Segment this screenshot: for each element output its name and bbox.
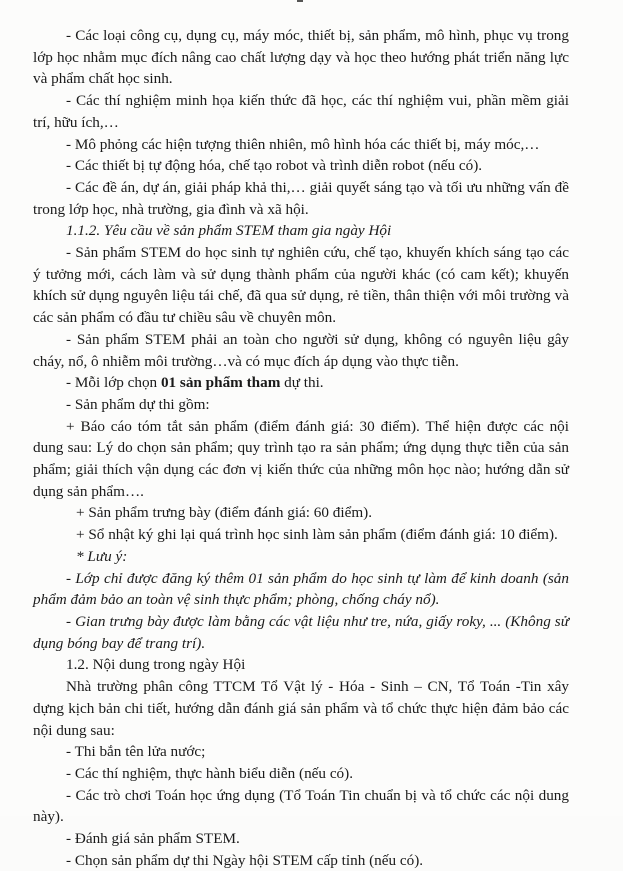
paragraph-one-product [33, 372, 569, 394]
section-heading-1-2: 1.2. Nội dung trong ngày Hội [66, 656, 246, 674]
list-item-math-games: - Các trò chơi Toán học ứng dụng (Tổ Toán Tin chuẩn bị và tổ chức các nội dung này). [33, 786, 569, 826]
paragraph-diary: + Sổ nhật ký ghi lại quá trình học sinh làm sản phẩm (điểm đánh giá: 10 điểm). [76, 526, 558, 544]
list-item-experiments: - Các thí nghiệm, thực hành biểu diễn (nếu có). [66, 764, 354, 782]
paragraph-automation: - Các thiết bị tự động hóa, chế tạo robot và trình diễn robot (nếu có). [66, 157, 483, 175]
list-item-rocket: - Thi bắn tên lửa nước; [66, 743, 206, 761]
paragraph-experiments: - Các thí nghiệm minh họa kiến thức đã học, các thí nghiệm vui, phần mềm giải trí, hữu ích,… [33, 92, 569, 131]
paragraph-report: + Báo cáo tóm tắt sản phẩm (điểm đánh giá: 30 điểm). Thể hiện được các nội dung sau: Lý do chọn sản phẩm; quy trình tạo ra sản phẩm; ứng dụng thực tiễn của sản phẩm; giải thích vận dụng các đơn vị kiến thức của những môn học nào; hướng dẫn sử dụng sản phẩm…. [33, 417, 569, 500]
one-product-post: dự thi. [280, 374, 324, 392]
section-heading-1-1-2: 1.1.2. Yêu cầu về sản phẩm STEM tham gia ngày Hội [66, 222, 392, 240]
one-product-bold: 01 sản phẩm tham [160, 374, 281, 392]
note-business: - Lớp chỉ được đăng ký thêm 01 sản phẩm do học sinh tự làm để kinh doanh (sản phẩm đảm bảo an toàn vệ sinh thực phẩm; phòng, chống cháy nổ). [33, 569, 569, 609]
paragraph-display: + Sản phẩm trưng bày (điểm đánh giá: 60 điểm). [76, 504, 373, 522]
list-item-provincial: - Chọn sản phẩm dự thi Ngày hội STEM cấp tỉnh (nếu có). [66, 851, 424, 869]
one-product-pre: - Mỗi lớp chọn [66, 374, 161, 392]
note-heading: * Lưu ý: [76, 547, 128, 565]
scan-artifact [297, 0, 303, 2]
paragraph-simulation: - Mô phỏng các hiện tượng thiên nhiên, mô hình hóa các thiết bị, máy móc,… [66, 135, 540, 153]
list-item-evaluation: - Đánh giá sản phẩm STEM. [66, 830, 240, 848]
paragraph-stem-safety: - Sản phẩm STEM phải an toàn cho người sử dụng, không có nguyên liệu gây cháy, nổ, ô nhiễm môi trường…và có mục đích áp dụng vào thực tiễn. [33, 330, 569, 370]
paragraph-assignment: Nhà trường phân công TTCM Tổ Vật lý - Hóa - Sinh – CN, Tổ Toán -Tin xây dựng kịch bản chi tiết, hướng dẫn đánh giá sản phẩm và tổ chức thực hiện đảm bảo các nội dung sau: [33, 678, 569, 739]
paragraph-entries-include: - Sản phẩm dự thi gồm: [66, 395, 210, 413]
paragraph-tools: - Các loại công cụ, dụng cụ, máy móc, thiết bị, sản phẩm, mô hình, phục vụ trong lớp học nhằm mục đích nâng cao chất lượng dạy và học theo hướng phát triển năng lực và phẩm chất học sinh. [33, 27, 569, 88]
paragraph-projects: - Các đề án, dự án, giải pháp khả thi,… giải quyết sáng tạo và tối ưu những vấn đề trong lớp học, nhà trường, gia đình và xã hội. [33, 178, 569, 218]
note-booth: - Gian trưng bày được làm bằng các vật liệu như tre, nứa, giấy roky, ... (Không sử dụng bóng bay để trang trí). [33, 612, 569, 652]
paragraph-stem-research: - Sản phẩm STEM do học sinh tự nghiên cứu, chế tạo, khuyến khích sáng tạo các ý tưởng mới, cách làm và sử dụng thành phẩm của người khác (có cam kết); khuyến khích sử dụng nguyên liệu tái chế, đã qua sử dụng, rẻ tiền, thân thiện với môi trường và các sản phẩm có đầu tư chiều sâu về chuyên môn. [33, 244, 569, 327]
document-body [33, 25, 569, 871]
